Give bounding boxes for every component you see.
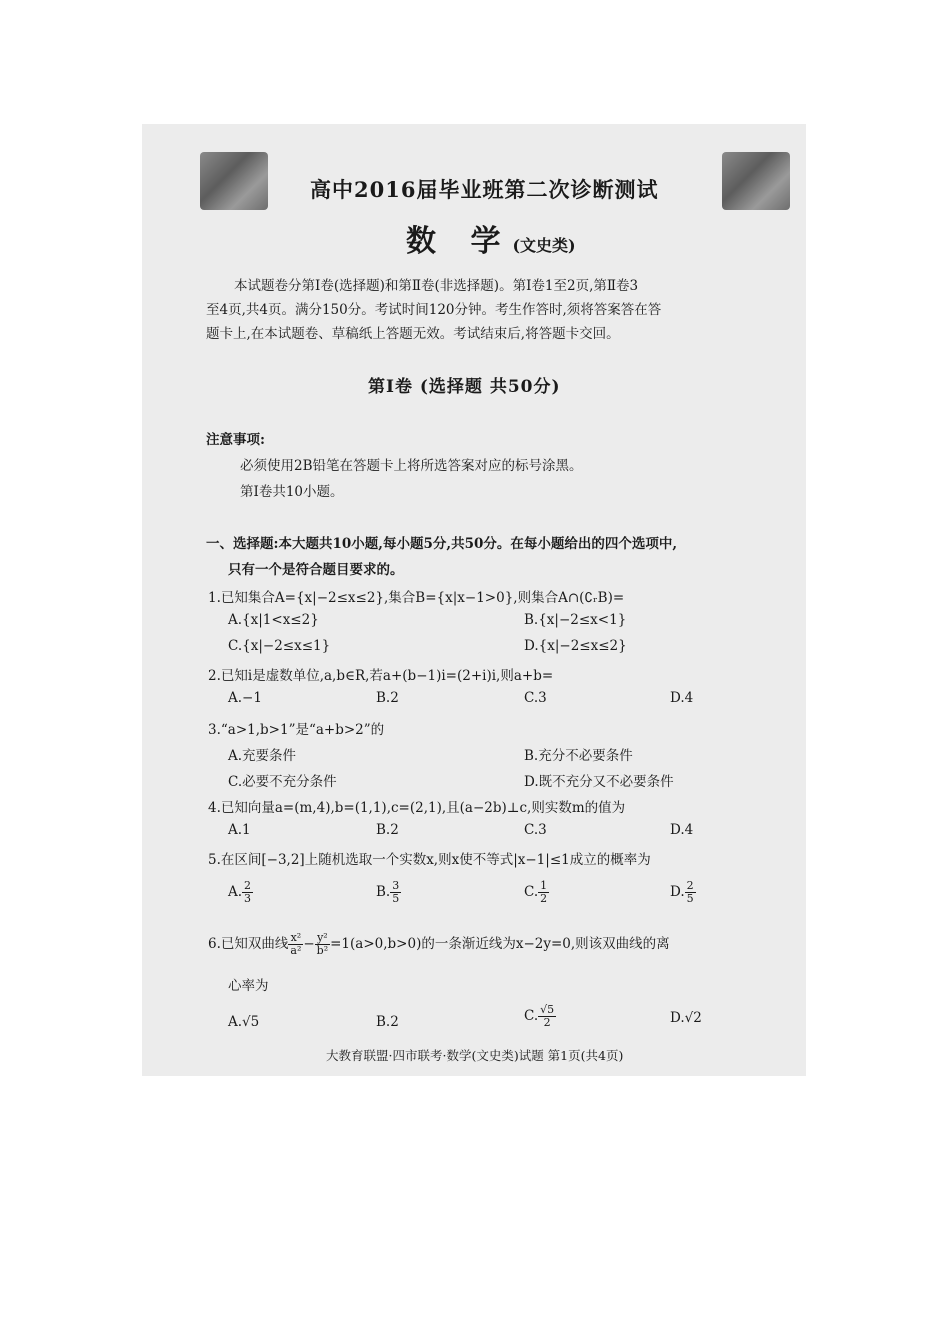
stem-fraction-y — [315, 932, 330, 957]
fraction-denominator: a² — [290, 944, 302, 957]
stem-text: 6.已知双曲线 — [208, 936, 289, 952]
blurred-logo-left — [200, 152, 268, 210]
fraction-denominator: 2 — [543, 1016, 551, 1029]
stem-text-rest: =1(a>0,b>0)的一条渐近线为x−2y=0,则该双曲线的离 — [330, 936, 670, 952]
section-line-1: 一、选择题:本大题共10小题,每小题5分,共50分。在每小题给出的四个选项中, — [206, 536, 678, 552]
fraction-numerator: 1 — [540, 879, 548, 892]
subject-heading — [406, 216, 576, 260]
question-1-option-a: A.{x|1<x≤2} — [228, 612, 319, 628]
notice-item-1: 必须使用2B铅笔在答题卡上将所选答案对应的标号涂黑。 — [240, 458, 583, 474]
notice-item-2: 第Ⅰ卷共10小题。 — [240, 484, 344, 500]
fraction-numerator: y² — [315, 932, 330, 945]
question-6-option-d: D.√2 — [670, 1010, 702, 1026]
fraction-denominator: 5 — [392, 892, 400, 905]
option-label: D. — [670, 884, 685, 900]
section-line-2: 只有一个是符合题目要求的。 — [228, 562, 404, 578]
exam-title: 高中2016届毕业班第二次诊断测试 — [310, 177, 659, 202]
fraction-numerator: 2 — [686, 879, 694, 892]
question-1-option-d: D.{x|−2≤x≤2} — [524, 638, 627, 654]
part1-heading: 第Ⅰ卷 (选择题 共50分) — [368, 377, 561, 397]
stem-fraction-x — [288, 932, 303, 957]
intro-line-1: 本试题卷分第Ⅰ卷(选择题)和第Ⅱ卷(非选择题)。第Ⅰ卷1至2页,第Ⅱ卷3 — [234, 278, 639, 294]
question-2-stem: 2.已知i是虚数单位,a,b∈R,若a+(b−1)i=(2+i)i,则a+b= — [208, 668, 554, 684]
question-5-option-b — [376, 880, 401, 905]
question-3-option-c: C.必要不充分条件 — [228, 774, 337, 790]
question-2-option-a: A.−1 — [228, 690, 262, 706]
question-5-option-a — [228, 880, 253, 905]
question-2-option-d: D.4 — [670, 690, 694, 706]
question-3-option-b: B.充分不必要条件 — [524, 748, 633, 764]
fraction-denominator: b² — [316, 944, 329, 957]
notice-title: 注意事项: — [206, 432, 265, 448]
option-label: C. — [524, 1008, 539, 1024]
question-4-option-a: A.1 — [228, 822, 251, 838]
subject-name: 数 学 — [406, 224, 513, 259]
fraction-numerator: √5 — [540, 1003, 555, 1016]
question-6-stem — [208, 932, 670, 957]
fraction-numerator: 3 — [392, 879, 400, 892]
question-4-option-d: D.4 — [670, 822, 694, 838]
question-3-stem: 3.“a>1,b>1”是“a+b>2”的 — [208, 722, 385, 738]
question-6-option-a: A.√5 — [228, 1014, 260, 1030]
page-footer: 大教育联盟·四市联考·数学(文史类)试题 第1页(共4页) — [326, 1048, 624, 1063]
question-4-stem: 4.已知向量a=(m,4),b=(1,1),c=(2,1),且(a−2b)⊥c,则实数m的值为 — [208, 800, 626, 816]
question-2-option-c: C.3 — [524, 690, 547, 706]
question-5-stem: 5.在区间[−3,2]上随机选取一个实数x,则x使不等式|x−1|≤1成立的概率为 — [208, 852, 651, 868]
fraction-numerator: x² — [288, 932, 303, 945]
question-6-option-b: B.2 — [376, 1014, 399, 1030]
option-fraction — [538, 880, 549, 905]
question-4-option-b: B.2 — [376, 822, 399, 838]
option-label: A. — [228, 884, 243, 900]
question-4-option-c: C.3 — [524, 822, 547, 838]
question-6-option-c — [524, 1004, 556, 1029]
blurred-logo-right — [722, 152, 790, 210]
subject-note: (文史类) — [512, 236, 576, 255]
question-6-stem-line-2: 心率为 — [228, 978, 269, 994]
question-5-option-d — [670, 880, 696, 905]
stem-minus: − — [303, 936, 315, 952]
question-3-option-d: D.既不充分又不必要条件 — [524, 774, 674, 790]
question-1-option-c: C.{x|−2≤x≤1} — [228, 638, 331, 654]
fraction-denominator: 5 — [686, 892, 694, 905]
intro-line-3: 题卡上,在本试题卷、草稿纸上答题无效。考试结束后,将答题卡交回。 — [206, 326, 620, 342]
option-label: B. — [376, 884, 391, 900]
fraction-numerator: 2 — [244, 879, 252, 892]
option-label: C. — [524, 884, 539, 900]
option-fraction — [390, 880, 401, 905]
question-1-option-b: B.{x|−2≤x<1} — [524, 612, 627, 628]
option-fraction — [242, 880, 253, 905]
question-3-option-a: A.充要条件 — [228, 748, 297, 764]
fraction-denominator: 3 — [244, 892, 252, 905]
question-1-stem: 1.已知集合A={x|−2≤x≤2},集合B={x|x−1>0},则集合A∩(∁ᵣB)= — [208, 590, 625, 606]
option-fraction — [538, 1004, 556, 1029]
fraction-denominator: 2 — [540, 892, 548, 905]
question-5-option-c — [524, 880, 549, 905]
option-fraction — [685, 880, 696, 905]
exam-page — [142, 124, 806, 1076]
intro-line-2: 至4页,共4页。满分150分。考试时间120分钟。考生作答时,须将答案答在答 — [206, 302, 662, 318]
question-2-option-b: B.2 — [376, 690, 399, 706]
